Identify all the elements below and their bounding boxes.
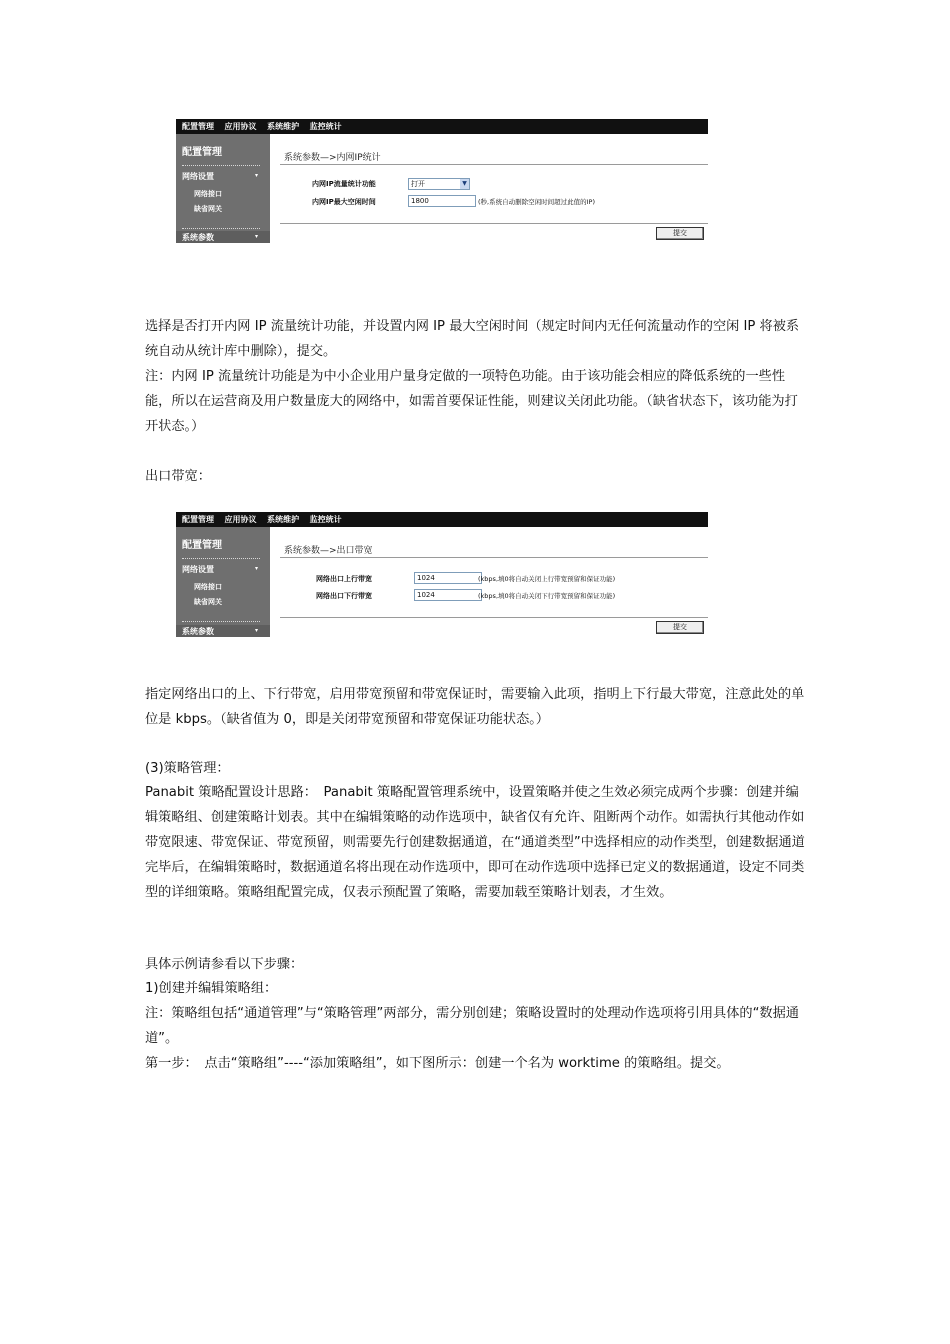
nav-protocol[interactable]: 应用协议: [224, 122, 257, 131]
upstream-bandwidth-input[interactable]: 1024: [414, 572, 482, 584]
nav-maintenance[interactable]: 系统维护: [267, 515, 300, 524]
sidebar-item-label: 系统参数: [182, 627, 214, 636]
nav-maintenance[interactable]: 系统维护: [267, 122, 300, 131]
sidebar-title: 配置管理: [182, 147, 222, 158]
field-label-ip-stats: 内网IP流量统计功能: [312, 180, 376, 188]
nav-config[interactable]: 配置管理: [182, 515, 214, 524]
select-value: 打开: [411, 180, 425, 188]
breadcrumb: 系统参数—>出口带宽: [284, 546, 373, 556]
sidebar-divider: [182, 621, 260, 622]
sidebar-item-sysparams[interactable]: [176, 231, 270, 243]
sidebar-group-network[interactable]: 网络设置: [182, 172, 214, 181]
screenshot-ip-stats: [176, 119, 708, 243]
submit-button[interactable]: 提交: [656, 227, 704, 240]
paragraph: 1)创建并编辑策略组：: [145, 981, 278, 996]
idle-time-input[interactable]: 1800: [408, 195, 476, 207]
downstream-bandwidth-input[interactable]: 1024: [414, 589, 482, 601]
section-heading: (3)策略管理：: [145, 761, 230, 776]
sidebar-divider: [182, 558, 260, 559]
top-nav: [176, 512, 708, 527]
nav-protocol[interactable]: 应用协议: [224, 515, 257, 524]
paragraph: 第一步： 点击“策略组”----“添加策略组”，如下图所示：创建一个名为 worktime 的策略组。提交。: [145, 1056, 730, 1071]
field-label-upstream: 网络出口上行带宽: [316, 575, 372, 583]
submit-button[interactable]: 提交: [656, 621, 704, 634]
paragraph: Panabit 策略配置设计思路： Panabit 策略配置管理系统中，设置策略并使之生效必须完成两个步骤：创建并编辑策略组、创建策略计划表。其中在编辑策略的动作选项中，缺省仅有允许、阻断两个动作。如需执行其他动作如带宽限速、带宽保证、带宽预留，则需要先行创建数据通道，在“通道类型”中选择相应的动作类型，创建数据通道完毕后，在编辑策略时，数据通道名将出现在动作选项中，即可在动作选项中选择已定义的数据通道，设定不同类型的详细策略。策略组配置完成，仅表示预配置了策略，需要加载至策略计划表，才生效。: [145, 785, 805, 900]
chevron-down-icon: ▾: [254, 627, 258, 634]
sidebar: [176, 134, 270, 243]
sidebar-item-gateway[interactable]: 缺省网关: [194, 205, 222, 213]
nav-monitor[interactable]: 监控统计: [309, 515, 342, 524]
screenshot-egress-bandwidth: [176, 512, 708, 637]
ip-stats-select[interactable]: [408, 178, 470, 190]
sidebar-item-interface[interactable]: 网络接口: [194, 583, 222, 591]
chevron-down-icon[interactable]: ▾: [254, 172, 258, 179]
sidebar: [176, 527, 270, 637]
sidebar-divider: [182, 228, 260, 229]
nav-monitor[interactable]: 监控统计: [309, 122, 342, 131]
paragraph: 指定网络出口的上、下行带宽，启用带宽预留和带宽保证时，需要输入此项，指明上下行最大带宽，注意此处的单位是 kbps。（缺省值为 0，即是关闭带宽预留和带宽保证功能状态。）: [145, 687, 805, 727]
sidebar-item-gateway[interactable]: 缺省网关: [194, 598, 222, 606]
upstream-hint: (kbps,填0将自动关闭上行带宽预留和保证功能): [478, 575, 616, 583]
sidebar-divider: [182, 165, 260, 166]
breadcrumb: 系统参数—>内网IP统计: [284, 153, 381, 163]
chevron-down-icon: ▾: [254, 233, 258, 240]
divider: [280, 617, 708, 618]
downstream-hint: (kbps,填0将自动关闭下行带宽预留和保证功能): [478, 592, 616, 600]
field-label-idle-time: 内网IP最大空闲时间: [312, 198, 376, 206]
sidebar-title: 配置管理: [182, 540, 222, 551]
sidebar-group-network[interactable]: 网络设置: [182, 565, 214, 574]
top-nav: [176, 119, 708, 134]
chevron-down-icon[interactable]: ▾: [254, 565, 258, 572]
sidebar-item-label: 系统参数: [182, 233, 214, 242]
paragraph: 具体示例请参看以下步骤：: [145, 957, 304, 972]
sidebar-item-sysparams[interactable]: [176, 625, 270, 637]
nav-config[interactable]: 配置管理: [182, 122, 214, 131]
paragraph: 注：策略组包括“通道管理”与“策略管理”两部分，需分别创建；策略设置时的处理动作选项将引用具体的“数据通道”。: [145, 1006, 799, 1046]
paragraph: 注：内网 IP 流量统计功能是为中小企业用户量身定做的一项特色功能。由于该功能会相应的降低系统的一些性能，所以在运营商及用户数量庞大的网络中，如需首要保证性能，则建议关闭此功能。（缺省状态下，该功能为打开状态。）: [145, 369, 798, 434]
paragraph: 选择是否打开内网 IP 流量统计功能，并设置内网 IP 最大空闲时间（规定时间内无任何流量动作的空闲 IP 将被系统自动从统计库中删除），提交。: [145, 319, 800, 359]
paragraph: 出口带宽：: [145, 469, 211, 484]
divider: [280, 223, 708, 224]
divider: [280, 164, 708, 165]
idle-time-hint: (秒,系统自动删除空闲时间超过此值的IP): [478, 198, 595, 206]
sidebar-item-interface[interactable]: 网络接口: [194, 190, 222, 198]
field-label-downstream: 网络出口下行带宽: [316, 592, 372, 600]
chevron-down-icon[interactable]: ▼: [460, 179, 469, 189]
divider: [280, 557, 708, 558]
